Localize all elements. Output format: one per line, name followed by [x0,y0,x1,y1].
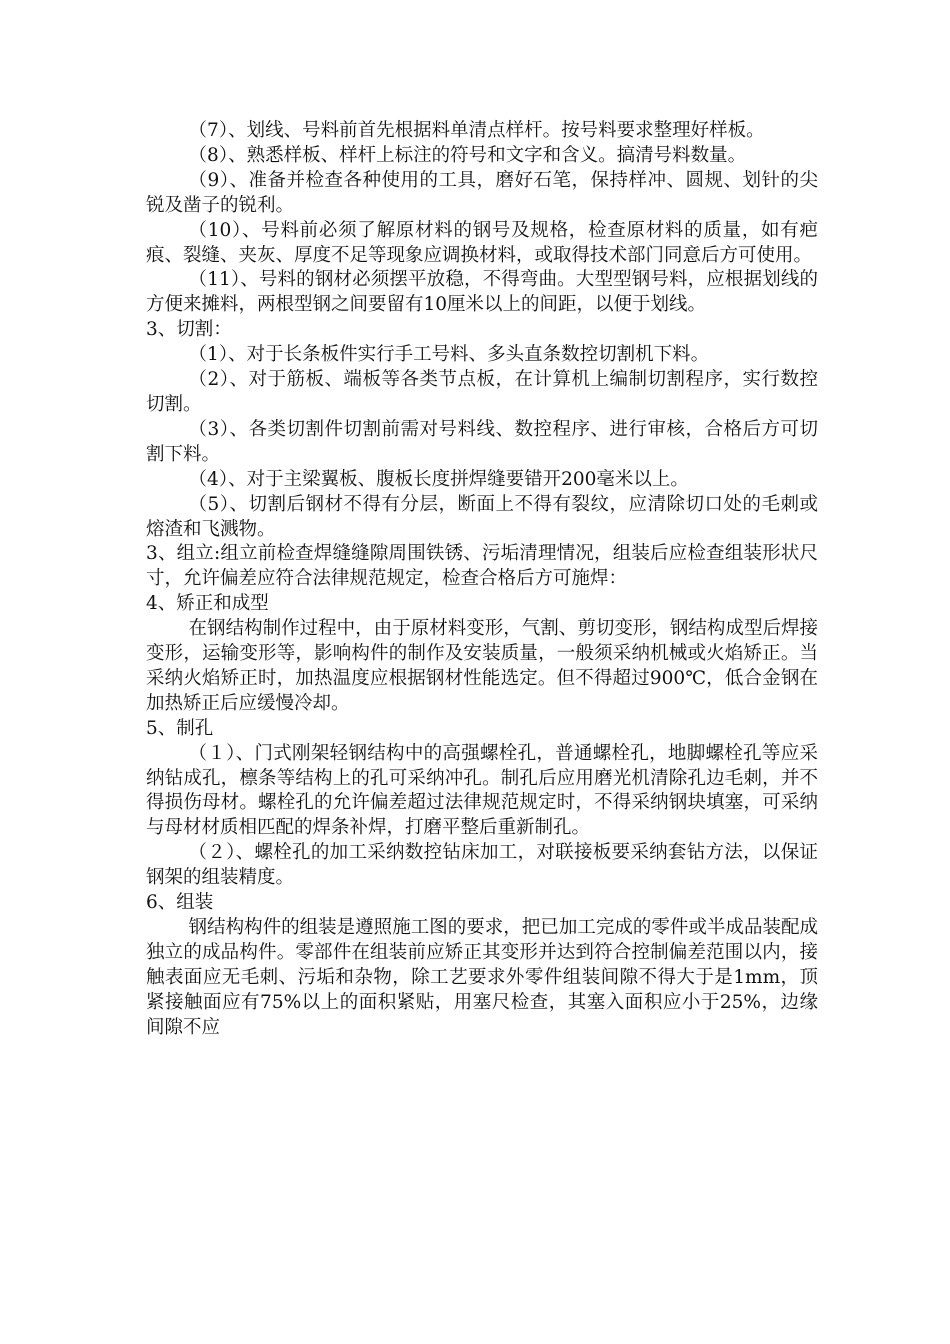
paragraph-9-tools: （9）、准备并检查各种使用的工具，磨好石笔，保持样冲、圆规、划针的尖锐及凿子的锐利。 [146,169,818,216]
paragraph-11-layout: （11）、号料的钢材必须摆平放稳，不得弯曲。大型型钢号料，应根据划线的方便来摊料，两根型钢之间要留有10厘米以上的间距，以便于划线。 [146,269,818,316]
section-heading-assembly: 6、组装 [146,892,214,914]
paragraph-cutting-2: （2）、对于筋板、端板等各类节点板，在计算机上编制切割程序，实行数控切割。 [146,369,818,415]
paragraph-drilling-2: （２）、螺栓孔的加工采纳数控钻床加工，对联接板要采纳套钻方法，以保证钢架的组装精度。 [146,842,818,889]
document-body [146,119,818,1041]
paragraph-cutting-1: （1）、对于长条板件实行手工号料、多头直条数控切割机下料。 [188,344,710,366]
paragraph-drilling-1: （１）、门式刚架轻钢结构中的高强螺栓孔，普通螺栓孔，地脚螺栓孔等应采纳钻成孔，檩条等结构上的孔可采纳冲孔。制孔后应用磨光机清除孔边毛刺，并不得损伤母材。螺栓孔的允许偏差超过法律规范规定时，不得采纳钢块填塞，可采纳与母材材质相匹配的焊条补焊，打磨平整后重新制孔。 [146,742,818,839]
paragraph-straightening: 在钢结构制作过程中，由于原材料变形，气割、剪切变形，钢结构成型后焊接变形，运输变形等，影响构件的制作及安装质量，一般须采纳机械或火焰矫正。当采纳火焰矫正时，加热温度应根据钢材性能选定。但不得超过900℃，低合金钢在加热矫正后应缓慢冷却。 [146,618,818,714]
section-heading-straightening: 4、矫正和成型 [146,593,269,615]
paragraph-7-marking: （7）、划线、号料前首先根据料单清点样杆。按号料要求整理好样板。 [188,120,765,141]
section-heading-drilling: 5、制孔 [146,717,214,739]
paragraph-assembly: 钢结构构件的组装是遵照施工图的要求，把已加工完成的零件或半成品装配成独立的成品构件。零部件在组装前应矫正其变形并达到符合控制偏差范围以内，接触表面应无毛刺、污垢和杂物，除工艺要求外零件组装间隙不得大于是1mm，顶紧接触面应有75%以上的面积紧贴，用塞尺检查，其塞入面积应小于25%，边缘间隙不应 [146,917,818,1038]
paragraph-8-templates: （8）、熟悉样板、样杆上标注的符号和文字和含义。搞清号料数量。 [188,144,747,166]
section-heading-cutting: 3、切割： [146,319,232,341]
paragraph-cutting-3: （3）、各类切割件切割前需对号料线、数控程序、进行审核，合格后方可切割下料。 [146,418,818,465]
paragraph-cutting-4: （4）、对于主梁翼板、腹板长度拼焊缝要错开200毫米以上。 [188,468,689,490]
paragraph-10-material-check: （10）、号料前必须了解原材料的钢号及规格，检查原材料的质量，如有疤痕、裂缝、夹灰、厚度不足等现象应调换材料，或取得技术部门同意后方可使用。 [146,219,818,266]
section-assembly-fitup: 3、组立:组立前检查焊缝缝隙周围铁锈、污垢清理情况，组装后应检查组装形状尺寸，允许偏差应符合法律规范规定，检查合格后方可施焊： [146,543,818,590]
paragraph-cutting-5: （5）、切割后钢材不得有分层，断面上不得有裂纹，应清除切口处的毛刺或熔渣和飞溅物。 [146,493,818,540]
